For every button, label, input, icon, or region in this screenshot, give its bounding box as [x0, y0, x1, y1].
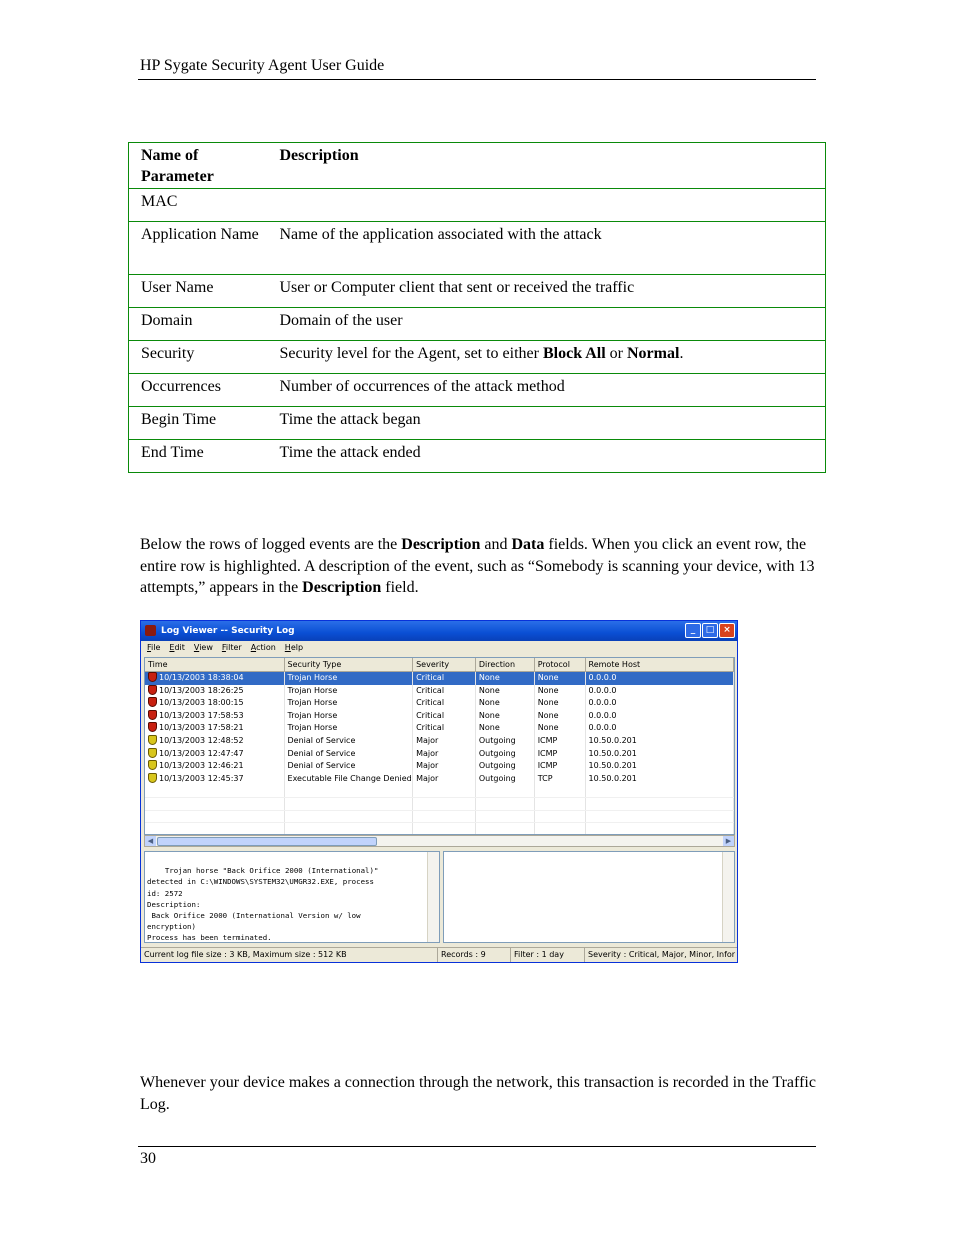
- table-cell: Critical: [413, 722, 476, 735]
- table-cell: [535, 798, 586, 810]
- param-desc: Time the attack ended: [268, 440, 826, 473]
- description-scrollbar[interactable]: [427, 852, 439, 942]
- table-row[interactable]: [145, 760, 734, 773]
- table-row[interactable]: [145, 773, 734, 786]
- table-cell: [586, 798, 734, 810]
- description-text: Trojan horse "Back Orifice 2000 (International)" detected in C:\WINDOWS\SYSTEM32\UMGR32.EXE, process id: 2572 Description: Back Orifice 2000 (International Version w/ low encryption) Process has been terminated.: [147, 866, 379, 943]
- table-cell: ICMP: [535, 760, 586, 773]
- param-desc: Number of occurrences of the attack method: [268, 374, 826, 407]
- cell-text: 10/13/2003 12:48:52: [159, 735, 244, 745]
- table-cell: Denial of Service: [285, 735, 414, 748]
- app-icon: [145, 625, 156, 636]
- para-bold: Description: [302, 579, 382, 596]
- column-header[interactable]: Direction: [476, 658, 535, 671]
- yellow-shield-icon: [148, 735, 157, 745]
- event-rows: [145, 672, 734, 835]
- table-cell: [145, 685, 285, 698]
- table-cell: [285, 811, 414, 823]
- data-field[interactable]: [443, 851, 735, 943]
- yellow-shield-icon: [148, 748, 157, 758]
- running-header: HP Sygate Security Agent User Guide: [140, 57, 385, 74]
- empty-row: [145, 811, 734, 824]
- menu-file[interactable]: File: [147, 643, 161, 652]
- table-cell: Trojan Horse: [285, 672, 414, 685]
- table-cell: Major: [413, 760, 476, 773]
- param-name: User Name: [129, 275, 268, 308]
- table-cell: None: [476, 697, 535, 710]
- yellow-shield-icon: [148, 760, 157, 770]
- table-row[interactable]: [145, 748, 734, 761]
- column-header[interactable]: Severity: [413, 658, 476, 671]
- table-cell: [145, 798, 285, 810]
- param-desc: [268, 341, 826, 374]
- traffic-log-paragraph: Whenever your device makes a connection through the network, this transaction is recorded in the Traffic Log.: [140, 1074, 816, 1113]
- table-cell: [476, 823, 535, 835]
- table-cell: TCP: [535, 773, 586, 786]
- table-cell: None: [535, 697, 586, 710]
- para-text: and: [480, 536, 512, 553]
- table-row[interactable]: [145, 735, 734, 748]
- param-name: Begin Time: [129, 407, 268, 440]
- cell-text: 10/13/2003 12:47:47: [159, 748, 244, 758]
- table-cell: Critical: [413, 685, 476, 698]
- minimize-icon[interactable]: _: [685, 623, 701, 638]
- description-paragraph: [140, 534, 820, 599]
- table-cell: [476, 785, 535, 797]
- table-cell: [535, 811, 586, 823]
- cell-text: 10/13/2003 18:00:15: [159, 698, 244, 708]
- table-cell: [145, 811, 285, 823]
- table-cell: [413, 798, 476, 810]
- table-row[interactable]: [145, 697, 734, 710]
- cell-text: 10/13/2003 17:58:21: [159, 723, 244, 733]
- table-cell: Trojan Horse: [285, 685, 414, 698]
- param-name: Application Name: [129, 222, 268, 275]
- table-cell: Denial of Service: [285, 760, 414, 773]
- table-cell: None: [535, 672, 586, 685]
- footer-rule: [138, 1146, 816, 1147]
- param-desc-header: Description: [279, 147, 359, 164]
- cell-text: 10/13/2003 18:26:25: [159, 685, 244, 695]
- menu-edit[interactable]: Edit: [169, 643, 185, 652]
- table-cell: None: [476, 722, 535, 735]
- desc-text: Security level for the Agent, set to either: [279, 345, 543, 362]
- window-title: Log Viewer -- Security Log: [161, 626, 295, 636]
- param-name: End Time: [129, 440, 268, 473]
- table-cell: [413, 811, 476, 823]
- column-header[interactable]: Time: [145, 658, 285, 671]
- status-log-size: Current log file size : 3 KB, Maximum size : 512 KB: [141, 948, 438, 962]
- table-cell: [145, 823, 285, 835]
- horizontal-scrollbar[interactable]: [144, 835, 735, 847]
- column-header[interactable]: Security Type: [285, 658, 414, 671]
- table-cell: [145, 785, 285, 797]
- menu-action[interactable]: Action: [250, 643, 276, 652]
- table-cell: [145, 710, 285, 723]
- page-number: 30: [140, 1150, 156, 1167]
- table-cell: 0.0.0.0: [586, 672, 734, 685]
- table-cell: [145, 773, 285, 786]
- table-cell: [413, 823, 476, 835]
- table-cell: 10.50.0.201: [586, 735, 734, 748]
- menu-help[interactable]: Help: [284, 643, 304, 652]
- para-text: fields. When you click an event row, the entire row is highlighted. A description of the event, such as “Somebody is scanning your device, with 13 attempts,” appears in the: [140, 536, 815, 596]
- param-name: Security: [129, 341, 268, 374]
- status-severity: Severity : Critical, Major, Minor, Infor: [588, 950, 736, 959]
- table-cell: Executable File Change Denied: [285, 773, 414, 786]
- table-cell: Trojan Horse: [285, 722, 414, 735]
- table-cell: [586, 823, 734, 835]
- desc-text: .: [679, 345, 684, 362]
- table-cell: [145, 672, 285, 685]
- table-cell: [535, 785, 586, 797]
- desc-text: or: [605, 345, 627, 362]
- table-cell: None: [535, 722, 586, 735]
- table-cell: ICMP: [535, 748, 586, 761]
- menu-filter[interactable]: Filter: [221, 643, 242, 652]
- table-cell: 0.0.0.0: [586, 722, 734, 735]
- table-row[interactable]: [145, 710, 734, 723]
- table-cell: [586, 811, 734, 823]
- para-text: field.: [381, 579, 419, 596]
- table-cell: Trojan Horse: [285, 697, 414, 710]
- desc-bold: Block All: [542, 345, 606, 362]
- event-list: [144, 657, 735, 835]
- cell-text: 10/13/2003 12:45:37: [159, 773, 244, 783]
- red-shield-icon: [148, 710, 157, 720]
- param-desc: Domain of the user: [268, 308, 826, 341]
- table-cell: Denial of Service: [285, 748, 414, 761]
- red-shield-icon: [148, 685, 157, 695]
- table-cell: [413, 785, 476, 797]
- table-cell: [476, 811, 535, 823]
- cell-text: 10/13/2003 12:46:21: [159, 761, 244, 771]
- para-text: Below the rows of logged events are the: [140, 536, 402, 553]
- scroll-thumb[interactable]: [157, 837, 377, 846]
- table-cell: None: [476, 685, 535, 698]
- table-cell: Outgoing: [476, 773, 535, 786]
- table-cell: 10.50.0.201: [586, 760, 734, 773]
- red-shield-icon: [148, 722, 157, 732]
- data-scrollbar[interactable]: [722, 852, 734, 942]
- parameter-table: [128, 142, 826, 473]
- param-name: Occurrences: [129, 374, 268, 407]
- status-records: Records : 9: [438, 948, 511, 962]
- table-cell: [145, 697, 285, 710]
- red-shield-icon: [148, 672, 157, 682]
- menu-view[interactable]: View: [193, 643, 213, 652]
- table-row[interactable]: [145, 685, 734, 698]
- log-viewer-screenshot: [140, 620, 738, 963]
- yellow-shield-icon: [148, 773, 157, 783]
- table-row[interactable]: [145, 672, 734, 685]
- table-cell: ICMP: [535, 735, 586, 748]
- scroll-left-icon[interactable]: ◀: [145, 836, 156, 846]
- table-cell: [285, 785, 414, 797]
- table-cell: [145, 735, 285, 748]
- table-cell: Outgoing: [476, 760, 535, 773]
- table-cell: 10.50.0.201: [586, 773, 734, 786]
- param-desc: Name of the application associated with the attack: [268, 222, 826, 275]
- close-icon[interactable]: ×: [719, 623, 735, 638]
- column-header-row: [145, 658, 734, 672]
- desc-bold: Normal: [627, 345, 680, 362]
- param-name: Domain: [129, 308, 268, 341]
- table-cell: Critical: [413, 710, 476, 723]
- table-cell: [285, 798, 414, 810]
- table-cell: 0.0.0.0: [586, 685, 734, 698]
- header-rule: [138, 79, 816, 80]
- table-cell: [145, 722, 285, 735]
- maximize-icon[interactable]: □: [702, 623, 718, 638]
- table-cell: [586, 785, 734, 797]
- table-cell: Major: [413, 773, 476, 786]
- table-cell: 10.50.0.201: [586, 748, 734, 761]
- para-bold: Description: [401, 536, 481, 553]
- scroll-right-icon[interactable]: ▶: [723, 836, 734, 846]
- status-filter: Filter : 1 day: [511, 948, 585, 962]
- column-header[interactable]: Remote Host: [586, 658, 734, 671]
- table-cell: [476, 798, 535, 810]
- empty-row: [145, 823, 734, 835]
- param-name: MAC: [129, 189, 268, 222]
- table-cell: Critical: [413, 672, 476, 685]
- param-desc: [268, 189, 826, 222]
- table-cell: None: [476, 710, 535, 723]
- table-cell: Outgoing: [476, 735, 535, 748]
- table-cell: 0.0.0.0: [586, 697, 734, 710]
- para-bold: Data: [511, 536, 545, 553]
- status-bar: [141, 947, 737, 962]
- description-field[interactable]: [144, 851, 440, 943]
- table-cell: [145, 748, 285, 761]
- table-cell: Outgoing: [476, 748, 535, 761]
- menu-bar: [141, 641, 737, 655]
- table-cell: [535, 823, 586, 835]
- table-cell: None: [476, 672, 535, 685]
- cell-text: 10/13/2003 17:58:53: [159, 710, 244, 720]
- table-cell: [285, 823, 414, 835]
- param-name-header: Name of Parameter: [141, 147, 214, 185]
- table-cell: None: [535, 710, 586, 723]
- table-cell: None: [535, 685, 586, 698]
- table-cell: 0.0.0.0: [586, 710, 734, 723]
- table-row[interactable]: [145, 722, 734, 735]
- cell-text: 10/13/2003 18:38:04: [159, 673, 244, 682]
- table-cell: Major: [413, 735, 476, 748]
- empty-row: [145, 798, 734, 811]
- column-header[interactable]: Protocol: [535, 658, 586, 671]
- param-desc: User or Computer client that sent or received the traffic: [268, 275, 826, 308]
- param-desc: Time the attack began: [268, 407, 826, 440]
- table-cell: Major: [413, 748, 476, 761]
- table-cell: [145, 760, 285, 773]
- table-cell: Critical: [413, 697, 476, 710]
- empty-row: [145, 785, 734, 798]
- table-cell: Trojan Horse: [285, 710, 414, 723]
- red-shield-icon: [148, 697, 157, 707]
- title-bar[interactable]: [141, 621, 737, 641]
